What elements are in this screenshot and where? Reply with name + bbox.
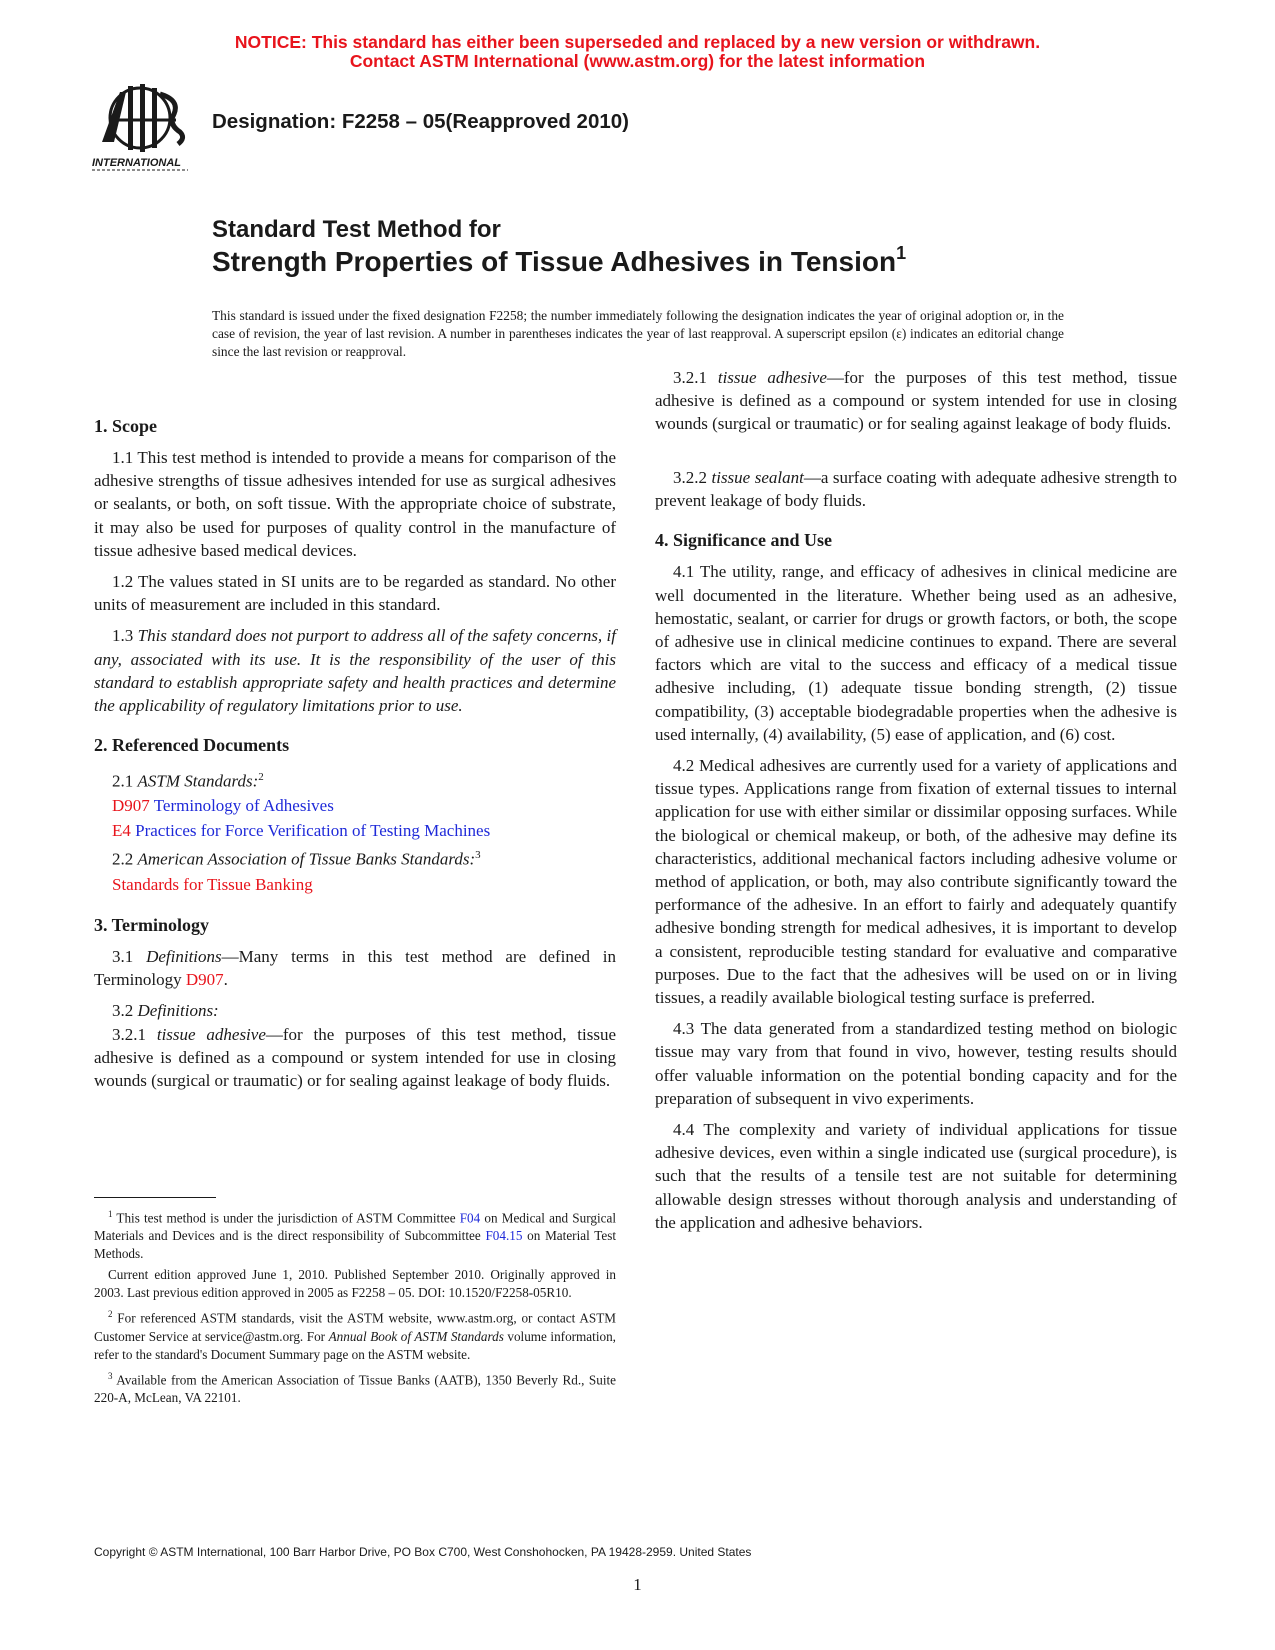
para-3-1-text: —Many terms in this test method are defined in Terminology: [94, 947, 617, 990]
para-3-2-num: 3.2: [112, 1001, 138, 1021]
astm-logo-icon: [90, 80, 200, 180]
para-2-2: [94, 843, 616, 872]
para-3-1-end: .: [223, 970, 228, 990]
para-1-3: [94, 624, 616, 717]
title-footnote-mark: 1: [896, 243, 907, 263]
ref-d907-code[interactable]: D907: [112, 796, 150, 816]
para-2-2-fn: 3: [475, 849, 481, 862]
footnote-3-text: Available from the American Association of Tissue Banks (AATB), 1350 Beverly Rd., Suite 220-A, McLean, VA 22101.: [94, 1372, 616, 1406]
footnotes: [94, 1205, 616, 1410]
notice-line-1: NOTICE: This standard has either been superseded and replaced by a new version or withdrawn.: [234, 32, 1041, 52]
para-4-3: 4.3 The data generated from a standardized testing method on biologic tissue may vary from that found in vivo, however, testing results should offer valuable information on the potential bonding capacity and for the preparation of subsequent in vivo experiments.: [655, 1019, 1177, 1108]
page-title: [212, 215, 906, 279]
para-1-3-text: This standard does not purport to address all of the safety concerns, if any, associated with its use. It is the responsibility of the user of this standard to establish appropriate safety and health practices and determine the applicability of regulatory limitations prior to use.: [94, 626, 616, 716]
footnote-2-b: volume information, refer to the standard's Document Summary page on the ASTM website.: [94, 1328, 616, 1362]
designation: Designation: F2258 – 05(Reapproved 2010): [212, 110, 629, 133]
para-1-3-num: 1.3: [112, 626, 138, 646]
title-line-2: [212, 245, 906, 279]
para-3-2-1-text-cont: —for the purposes of this test method, tissue adhesive is defined as a compound or system intended for use in closing wounds (surgical or traumatic) or for sealing against leakage of body fluids.: [655, 368, 1178, 434]
para-2-1: [94, 765, 616, 794]
ref-e4-code[interactable]: E4: [112, 820, 131, 840]
footnote-2-italic: Annual Book of ASTM Standards: [328, 1328, 504, 1344]
para-3-2-1-start: [94, 1023, 617, 1091]
ref-tissue-banking[interactable]: Standards for Tissue Banking: [112, 874, 313, 894]
withdrawal-notice: [0, 33, 1275, 71]
para-3-2: [94, 999, 616, 1022]
para-3-2-1-num-cont: 3.2.1: [673, 368, 718, 387]
para-3-1-term: Definitions: [146, 947, 222, 967]
para-3-2-1-cont-text: [655, 366, 1177, 436]
notice-line-2: Contact ASTM International (www.astm.org) for the latest information: [349, 51, 926, 71]
footnote-2-a: For referenced ASTM standards, visit the ASTM website, www.astm.org, or contact ASTM Customer Service at service@astm.org. For: [94, 1310, 616, 1344]
footnote-1: [94, 1205, 616, 1263]
footnote-2-mark: 2: [108, 1309, 113, 1320]
section-2-heading: 2. Referenced Documents: [94, 735, 290, 756]
footnote-rule: [94, 1197, 216, 1198]
logo-label: INTERNATIONAL: [92, 157, 182, 169]
footnote-1-edition: Current edition approved June 1, 2010. Published September 2010. Originally approved in 2003. Last previous edition approved in 2005 as F2258 – 05. DOI: 10.1520/F2258-05R10.: [94, 1267, 616, 1301]
para-3-2-1-continued: [655, 368, 1178, 458]
para-4-4: 4.4 The complexity and variety of individual applications for tissue adhesive devices, even within a single indicated use (surgical procedure), is such that the results of a tensile test are not suitable for determining allowable design stresses without thorough analysis and understanding of the application and adhesive behaviors.: [655, 1120, 1177, 1232]
para-3-2-1-term: tissue adhesive: [156, 1024, 266, 1044]
para-3-2-2-num: 3.2.2: [673, 468, 712, 487]
right-column: [655, 368, 1178, 1242]
para-3-2-2-text: —a surface coating with adequate adhesive strength to prevent leakage of body fluids.: [655, 468, 1177, 511]
para-2-2-text: American Association of Tissue Banks Standards:: [137, 850, 476, 870]
copyright: Copyright © ASTM International, 100 Barr Harbor Drive, PO Box C700, West Conshohocken, PA 19428-2959. United States: [94, 1545, 752, 1559]
title-line-2-text: Strength Properties of Tissue Adhesives in Tension: [212, 246, 897, 277]
para-3-1-num: 3.1: [112, 947, 147, 967]
title-line-1: Standard Test Method for: [212, 216, 501, 243]
para-2-1-text: ASTM Standards:: [137, 771, 259, 791]
para-3-2-1-text: —for the purposes of this test method, tissue adhesive is defined as a compound or system intended for use in closing wounds (surgical or traumatic) or for sealing against leakage of body fluids.: [94, 1024, 617, 1091]
para-3-2-2: [655, 466, 1177, 512]
footnote-1-link-f0415[interactable]: F04.15: [485, 1228, 523, 1244]
para-3-2-1-num: 3.2.1: [112, 1024, 157, 1044]
left-column: [94, 414, 617, 1091]
ref-d907[interactable]: [94, 794, 616, 819]
ref-e4-title[interactable]: Practices for Force Verification of Testing Machines: [130, 820, 491, 840]
issued-note: This standard is issued under the fixed designation F2258; the number immediately following the designation indicates the year of original adoption or, in the case of revision, the year of last revision. A number in parentheses indicates the year of last reapproval. A superscript epsilon (ε) indicates an editorial change since the last revision or reapproval.: [212, 308, 1064, 359]
para-3-2-2-term: tissue sealant: [711, 468, 804, 487]
para-3-2-text: Definitions:: [137, 1001, 219, 1021]
section-4-heading: 4. Significance and Use: [655, 530, 833, 551]
para-1-1: 1.1 This test method is intended to provide a means for comparison of the adhesive strengths of tissue adhesives intended for use as surgical adhesives or sealants, or both, on soft tissue. With the appropriate choice of substrate, it may also be used for purposes of quality control in the manufacture of tissue adhesive based medical devices.: [94, 448, 616, 560]
para-2-1-num: 2.1: [112, 771, 138, 791]
section-3-heading: 3. Terminology: [94, 915, 210, 936]
section-1-heading: 1. Scope: [94, 416, 157, 436]
footnote-1-b: on Medical and Surgical Materials and Devices and is the direct responsibility of Subcommittee: [94, 1210, 616, 1244]
ref-d907-title[interactable]: Terminology of Adhesives: [149, 796, 334, 816]
footnote-1-c: on Material Test Methods.: [94, 1228, 617, 1262]
footnote-3-mark: 3: [108, 1370, 113, 1381]
para-2-1-fn: 2: [258, 771, 264, 784]
para-1-2: 1.2 The values stated in SI units are to be regarded as standard. No other units of measurement are included in this standard.: [94, 572, 616, 615]
para-3-1-link[interactable]: D907: [185, 970, 224, 990]
footnote-2: [94, 1305, 616, 1363]
para-4-2: 4.2 Medical adhesives are currently used for a variety of applications and tissue types. Applications range from fixation of external tissues to internal application for use with either similar or dissimilar opposing surfaces. While the biological or chemical makeup, or both, of the adhesive may define its characteristics, additional mechanical factors including adhesive volume or method of application, or both, may also contribute significantly toward the performance of the adhesive. In an effort to fairly and adequately quantify adhesive bonding strength for medical adhesives, it is important to develop a consistent, reproducible testing standard for evaluative and comparative purposes. Due to the fact that the adhesives will be used on or in living tissues, a readily available biological testing surface is preferred.: [655, 756, 1177, 1008]
para-2-2-num: 2.2: [112, 850, 138, 870]
footnote-3: [94, 1367, 616, 1407]
para-3-2-1-term-cont: tissue adhesive: [717, 368, 827, 387]
page-number: 1: [633, 1575, 642, 1594]
footnote-1-mark: 1: [108, 1209, 113, 1219]
referenced-documents: [94, 765, 616, 897]
para-4-1: 4.1 The utility, range, and efficacy of adhesives in clinical medicine are well documented in the literature. Whether being used as an adhesive, hemostatic, sealant, or carrier for drugs or growth factors, or both, the scope of adhesive use in clinical medicine continues to expand. There are several factors which are vital to the success and efficacy of a medical tissue adhesive including, (1) adequate tissue bonding strength, (2) tissue compatibility, (3) acceptable biodegradable properties when the adhesive is used internally, (4) availability, (5) ease of application, and (6) cost.: [655, 562, 1177, 744]
footnote-1-link-f04[interactable]: F04: [459, 1210, 481, 1226]
ref-e4[interactable]: [94, 819, 616, 844]
para-3-1: [94, 945, 616, 991]
footnote-1-a: This test method is under the jurisdiction of ASTM Committee: [112, 1210, 460, 1226]
